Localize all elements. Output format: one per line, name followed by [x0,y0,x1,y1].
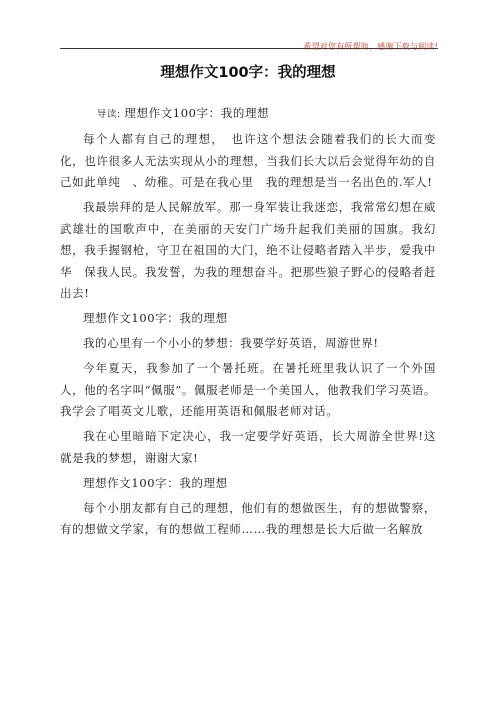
document-body [60,103,436,544]
paragraph: 我的心里有一个小小的梦想：我要学好英语，周游世界! [83,336,379,350]
paragraph: 今年夏天，我参加了一个暑托班。在暑托班里我认识了一个外国人，他的名字叫“佩服”。佩服老师是一个美国人，他教我们学习英语。我学会了唱英文儿歌，还能用英语和佩服老师对话。 [60,361,436,418]
section-heading: 理想作文100字：我的理想 [83,311,228,325]
guide-line [60,103,436,126]
guide-label: 导读: [96,109,121,120]
paragraph: 每个人都有自己的理想， 也许这个想法会随着我们的长大而变化，也许很多人无法实现从小的理想，当我们长大以后会觉得年幼的自己如此单纯 、幼稚。可是在我心里 我的理想是当一名出色的.军人! [60,132,436,189]
paragraph: 我最崇拜的是人民解放军。那一身军装让我迷恋，我常常幻想在威武雄壮的国歌声中，在美丽的天安门广场升起我们美丽的国旗。我幻想，我手握钢枪，守卫在祖国的大门，绝不让侵略者踏入半步，爱我中华 保我人民。我发誓，为我的理想奋斗。把那些狼子野心的侵略者赶出去! [60,200,436,300]
paragraph: 每个小朋友都有自己的理想，他们有的想做医生，有的想做警察，有的想做文学家，有的想做工程师……我的理想是长大后做一名解放 [60,500,436,536]
guide-text: 理想作文100字：我的理想 [124,106,270,120]
header-note: 希望对您有所帮助，感谢下载与阅读! [303,42,438,51]
page-header [60,34,438,49]
document-title: 理想作文100字：我的理想 [160,65,336,81]
section-heading: 理想作文100字：我的理想 [83,475,228,490]
paragraph: 我在心里暗暗下定决心，我一定要学好英语，长大周游全世界!这就是我的梦想，谢谢大家! [60,429,436,465]
